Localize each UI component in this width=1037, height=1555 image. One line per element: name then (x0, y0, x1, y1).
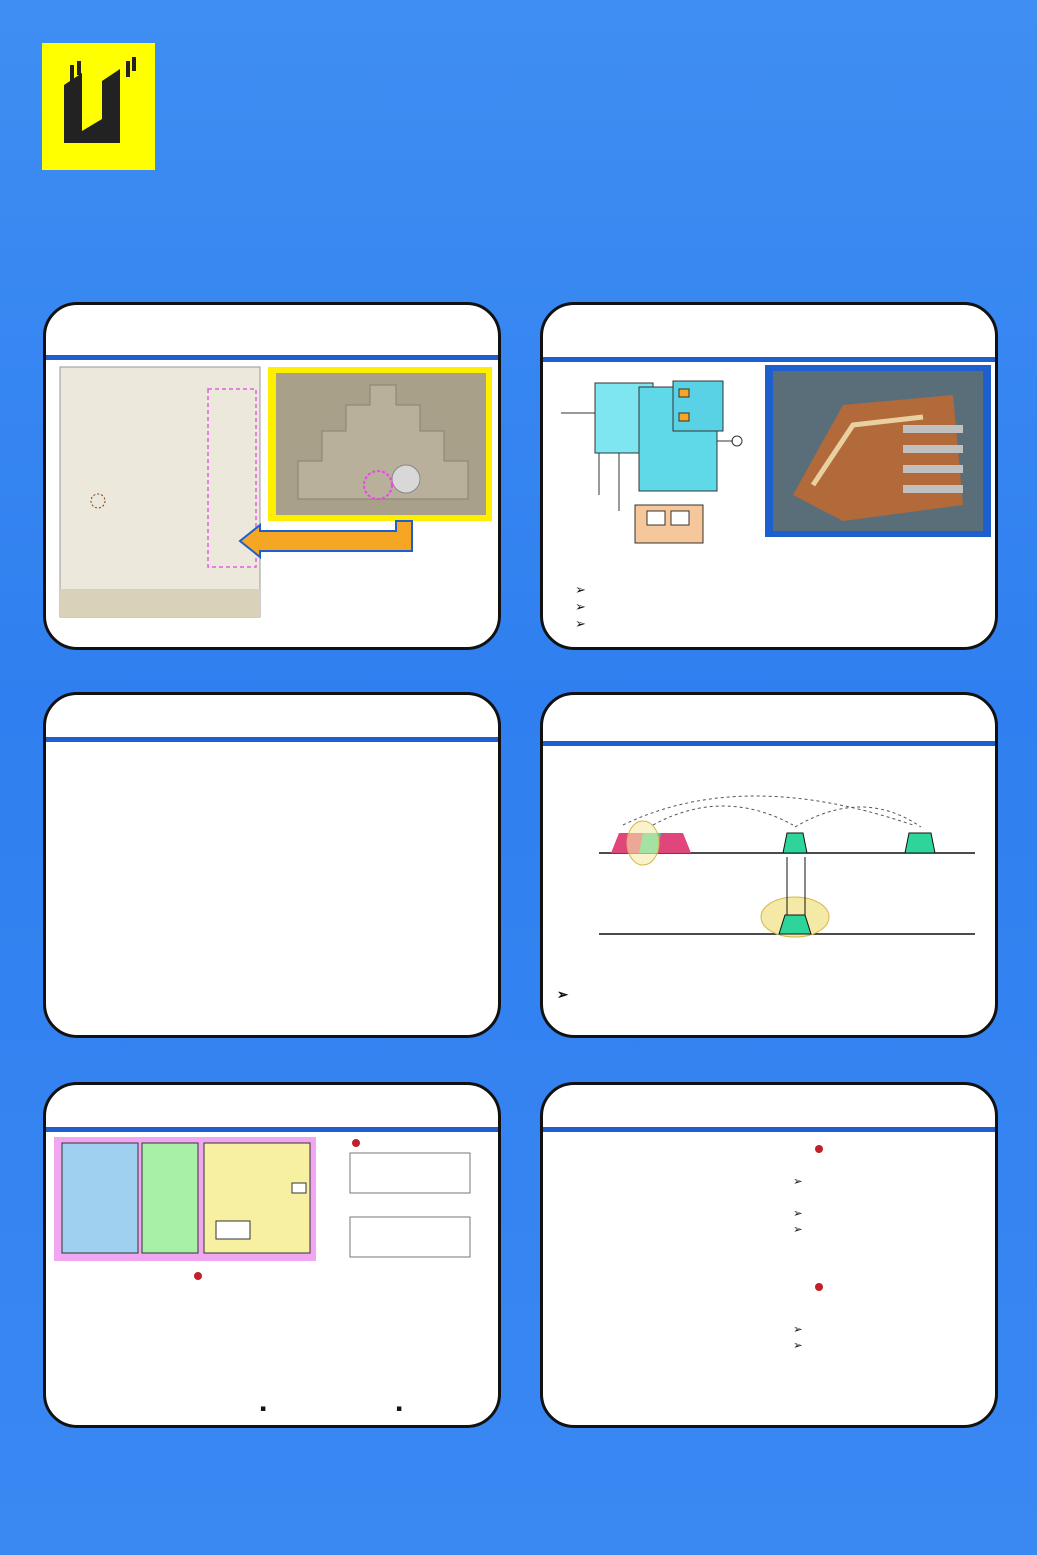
frequency-allocation-diagram (543, 747, 995, 997)
panel-broadband-beamformer (540, 302, 998, 650)
svg-text:➢: ➢ (793, 1206, 803, 1220)
rf-plots (46, 743, 498, 1033)
panel-rf-performance (43, 692, 501, 1038)
title-separator (543, 357, 995, 362)
power-loss-bullet: ➢ (557, 987, 574, 1003)
panel-digital-beamforming (43, 1082, 501, 1428)
svg-text:➢: ➢ (793, 1322, 803, 1336)
title-separator (46, 355, 498, 360)
digital-beamforming-figure (46, 1133, 498, 1425)
arrow-icon (240, 521, 412, 557)
panel-downconversion (540, 692, 998, 1038)
svg-text:▪: ▪ (260, 1404, 267, 1414)
feature-2: ➢ (575, 600, 591, 615)
feature-3: ➢ (575, 617, 591, 632)
svg-text:➢: ➢ (793, 1222, 803, 1236)
beamformer-block-diagram (543, 365, 995, 555)
title-separator (543, 1127, 995, 1132)
panel-antenna-array (43, 302, 501, 650)
antenna-layout-figure (46, 361, 498, 650)
svg-text:➢: ➢ (793, 1338, 803, 1352)
title-separator (46, 737, 498, 742)
doa-figure (543, 1133, 995, 1425)
feature-1: ➢ (575, 583, 591, 598)
panel-doa-estimations (540, 1082, 998, 1428)
svg-text:▪: ▪ (396, 1404, 403, 1414)
ucla-logo (42, 43, 155, 170)
title-separator (543, 741, 995, 746)
svg-text:➢: ➢ (793, 1174, 803, 1188)
title-separator (46, 1127, 498, 1132)
